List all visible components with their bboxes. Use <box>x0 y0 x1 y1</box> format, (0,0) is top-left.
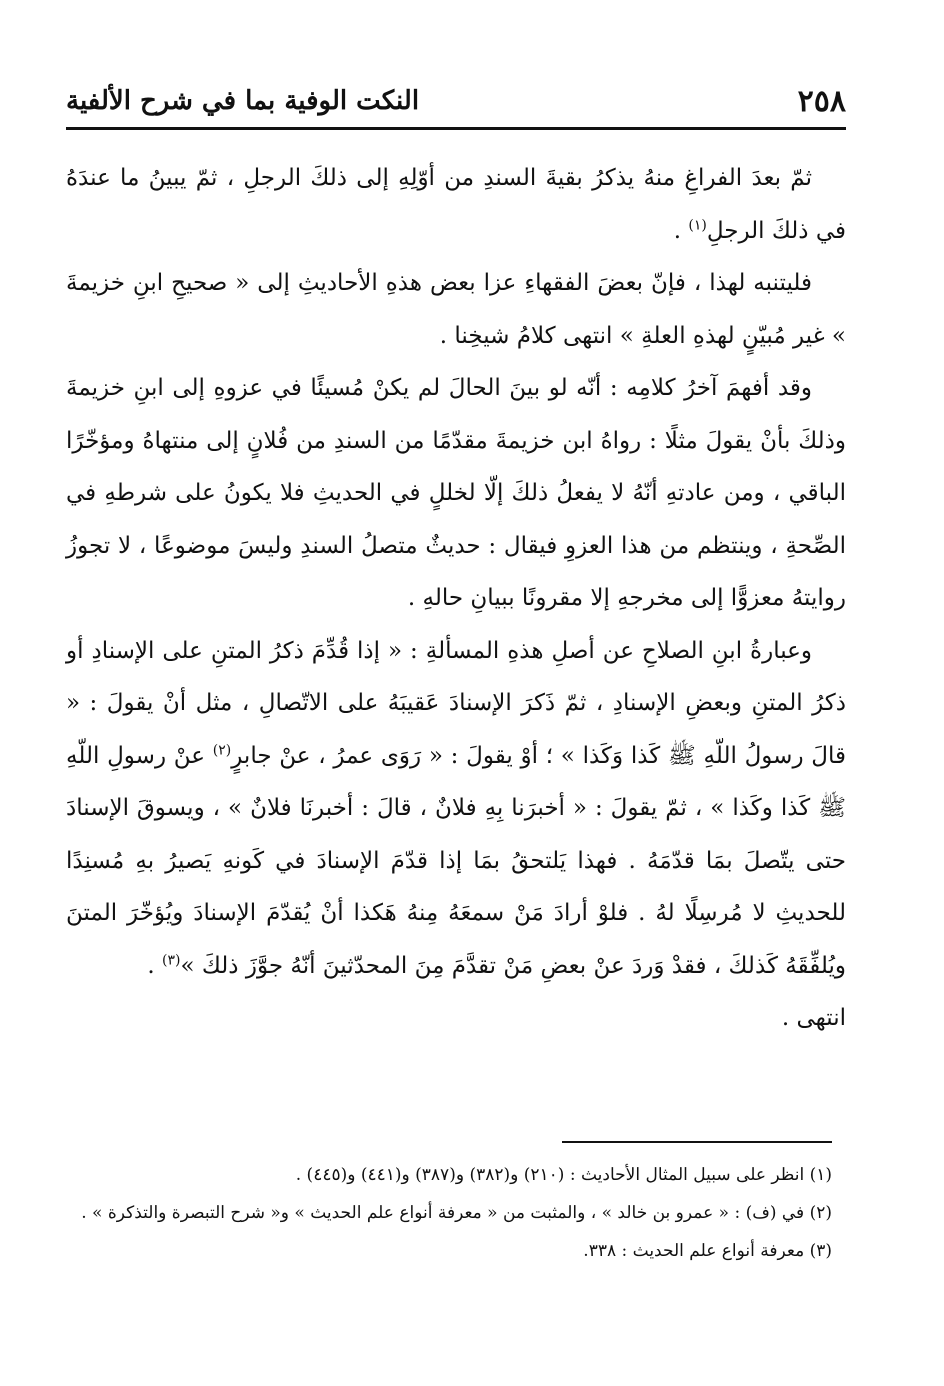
footnotes <box>52 1158 832 1272</box>
paragraph-1-end: . <box>673 217 689 244</box>
main-text <box>66 152 846 1045</box>
running-header <box>66 78 846 124</box>
paragraph-4-text-a: وعبارةُ ابنِ الصلاحِ عن أصلِ هذهِ المسألةِ : « إذا قُدِّمَ ذكرُ المتنِ على الإسنادِ أو ذكرُ المتنِ وبعضِ الإسنادِ ، ثمّ ذَكرَ الإسنادَ عَقيبَهُ على الاتّصالِ ، مثل أنْ يقولَ : « قالَ رسولُ اللّهِ ﷺ كَذا وَكَذا » ؛ أوْ يقولَ : « رَوَى عمرُ ، عنْ جابرٍ <box>66 637 847 769</box>
footnote-separator <box>562 1141 832 1143</box>
footnote-ref-2[interactable]: (٢) <box>212 741 232 758</box>
paragraph-5: انتهى . <box>781 1005 846 1031</box>
page-number: ٢٥٨ <box>797 83 846 119</box>
paragraph-1 <box>66 152 846 257</box>
paragraph-1-text: ثمّ بعدَ الفراغِ منهُ يذكرُ بقيةَ السندِ من أوّلِهِ إلى ذلكَ الرجلِ ، ثمّ يبينُ ما عندَهُ في ذلكَ الرجلِ <box>66 165 846 244</box>
paragraph-2: فليتنبه لهذا ، فإنّ بعضَ الفقهاءِ عزا بعض هذهِ الأحاديثِ إلى « صحيحِ ابنِ خزيمةَ » غير مُبيّنٍ لهذهِ العلةِ » انتهى كلامُ شيخِنا . <box>66 270 846 349</box>
footnote-ref-3[interactable]: (٣) <box>162 951 181 968</box>
footnote-ref-1[interactable]: (١) <box>688 216 707 233</box>
book-title: النكت الوفية بما في شرح الألفية <box>66 86 420 116</box>
footnote-2: (٢) في (ف) : « عمرو بن خالد » ، والمثبت من « معرفة أنواع علم الحديث » و« شرح التبصرة والتذكرة » . <box>81 1203 832 1223</box>
footnote-3: (٣) معرفة أنواع علم الحديث : ٣٣٨. <box>583 1241 832 1261</box>
paragraph-4 <box>66 625 846 993</box>
header-rule <box>66 127 846 130</box>
paragraph-4-end: . <box>147 952 163 979</box>
footnote-1: (١) انظر على سبيل المثال الأحاديث : (٢١٠) و(٣٨٢) و(٣٨٧) و(٤٤١) و(٤٤٥) . <box>295 1165 832 1185</box>
paragraph-4-text-b: عنْ رسولِ اللّهِ ﷺ كَذا وكَذا » ، ثمّ يقولَ : « أخبرَنا بِهِ فلانٌ ، قالَ : أخبرنَا فلانٌ » ، ويسوقَ الإسنادَ حتى يتّصلَ بمَا قدّمَهُ . فهذا يَلتحقُ بمَا إذا قدّمَ الإسنادَ في كَونهِ يَصيرُ بهِ مُسنِدًا للحديثِ لا مُرسِلًا لهُ . فلوْ أرادَ مَنْ سمعَهُ مِنهُ هَكذا أنْ يُقدّمَ الإسنادَ ويُؤخّرَ المتنَ ويُلفِّقَهُ كَذلكَ ، فقدْ وَردَ عنْ بعضِ مَنْ تقدَّمَ مِنَ المحدّثينَ أنّهُ جوَّزَ ذلكَ » <box>66 742 846 979</box>
paragraph-3: وقد أفهمَ آخرُ كلامِه : أنّه لو بينَ الحالَ لم يكنْ مُسيئًا في عزوهِ إلى ابنِ خزيمةَ وذلكَ بأنْ يقولَ مثلًا : رواهُ ابن خزيمةَ مقدّمًا من السندِ من فُلانٍ إلى منتهاهُ ومؤخّرًا الباقي ، ومن عادتهِ أنّهُ لا يفعلُ ذلكَ إلّا لخللٍ في الحديثِ فلا يكونُ على شرطهِ في الصِّحةِ ، وينتظم من هذا العزوِ فيقال : حديثٌ متصلُ السندِ وليسَ موضوعًا ، لا تجوزُ روايتهُ معزوًّا إلى مخرجهِ إلا مقرونًا ببيانِ حالهِ . <box>66 375 846 611</box>
